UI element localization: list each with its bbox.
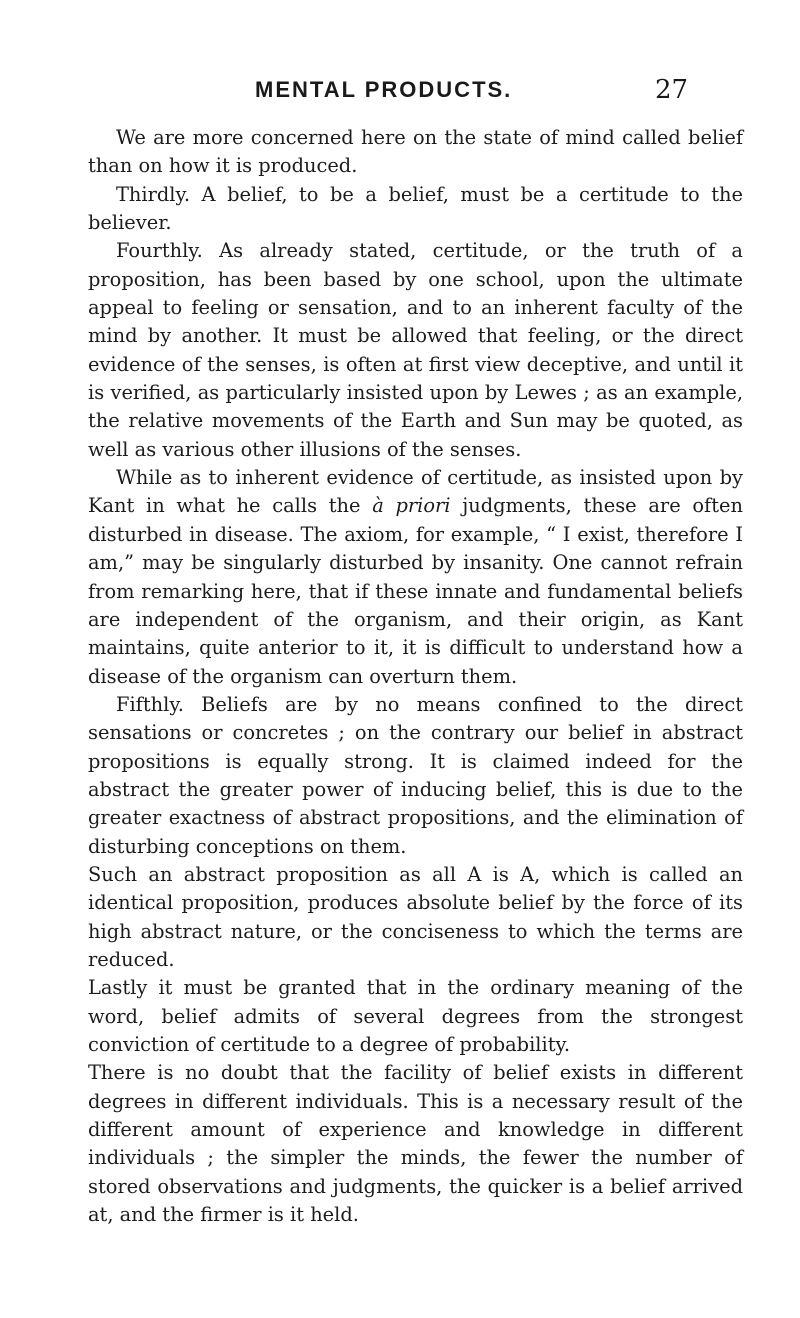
paragraph-intro: [88, 124, 743, 181]
paragraph-text: There is no doubt that the facility of belief exists in different degrees in different individuals. This is a necessary result of the different amount of experience and knowledge in different individuals ; the simpler the minds, the fewer the number of stored observations and judgments, the quicker is a belief arrived at, and the firmer is it held.: [88, 1061, 743, 1227]
paragraph-lastly: [88, 974, 743, 1059]
running-title: MENTAL PRODUCTS.: [255, 77, 513, 102]
paragraph-text: Fifthly. Beliefs are by no means confined to the direct sensations or concretes ; on the contrary our belief in abstract propositions is equally strong. It is claimed indeed for the abstract the greater power of inducing belief, this is due to the greater exactness of abstract propositions, and the elimination of disturbing conceptions on them.: [88, 692, 743, 858]
paragraph-text: Lastly it must be granted that in the ordinary meaning of the word, belief admits of several degrees from the strongest conviction of certitude to a degree of probability.: [88, 976, 743, 1056]
page-number: 27: [655, 75, 689, 105]
paragraph-text: Such an abstract proposition as all A is A, which is called an identical proposition, produces absolute belief by the force of its high abstract nature, or the conciseness to which the terms are reduced.: [88, 862, 743, 971]
body-text: [88, 124, 743, 1229]
paragraph-kant: [88, 464, 743, 691]
paragraph-text: Thirdly. A belief, to be a belief, must be a certitude to the believer.: [88, 182, 743, 235]
paragraph-text: Fourthly. As already stated, certitude, or the truth of a proposition, has been based by one school, upon the ultimate appeal to feeling or sensation, and to an inherent faculty of the mind by another. It must be allowed that feeling, or the direct evidence of the senses, is often at first view deceptive, and until it is verified, as particularly insisted upon by Lewes ; as an example, the relative movements of the Earth and Sun may be quoted, as well as various other illusions of the senses.: [88, 239, 743, 461]
paragraph-text-continued: judgments, these are often disturbed in disease. The axiom, for example, “ I exist, therefore I am,” may be singularly disturbed by insanity. One cannot refrain from remarking here, that if these innate and fundamental beliefs are independent of the organism, and their origin, as Kant maintains, quite anterior to it, it is difficult to understand how a disease of the organism can overturn them.: [88, 494, 743, 688]
paragraph-identical-proposition: [88, 861, 743, 974]
paragraph-text: While as to inherent evidence of certitude, as insisted upon by Kant in what he calls the: [88, 466, 743, 518]
paragraph-fifthly: [88, 691, 743, 861]
paragraph-thirdly: [88, 181, 743, 238]
running-head: [0, 77, 800, 107]
paragraph-fourthly: [88, 237, 743, 464]
paragraph-facility-of-belief: [88, 1059, 743, 1229]
paragraph-text: We are more concerned here on the state of mind called belief than on how it is produced.: [88, 126, 743, 178]
italic-phrase: à priori: [372, 494, 451, 518]
